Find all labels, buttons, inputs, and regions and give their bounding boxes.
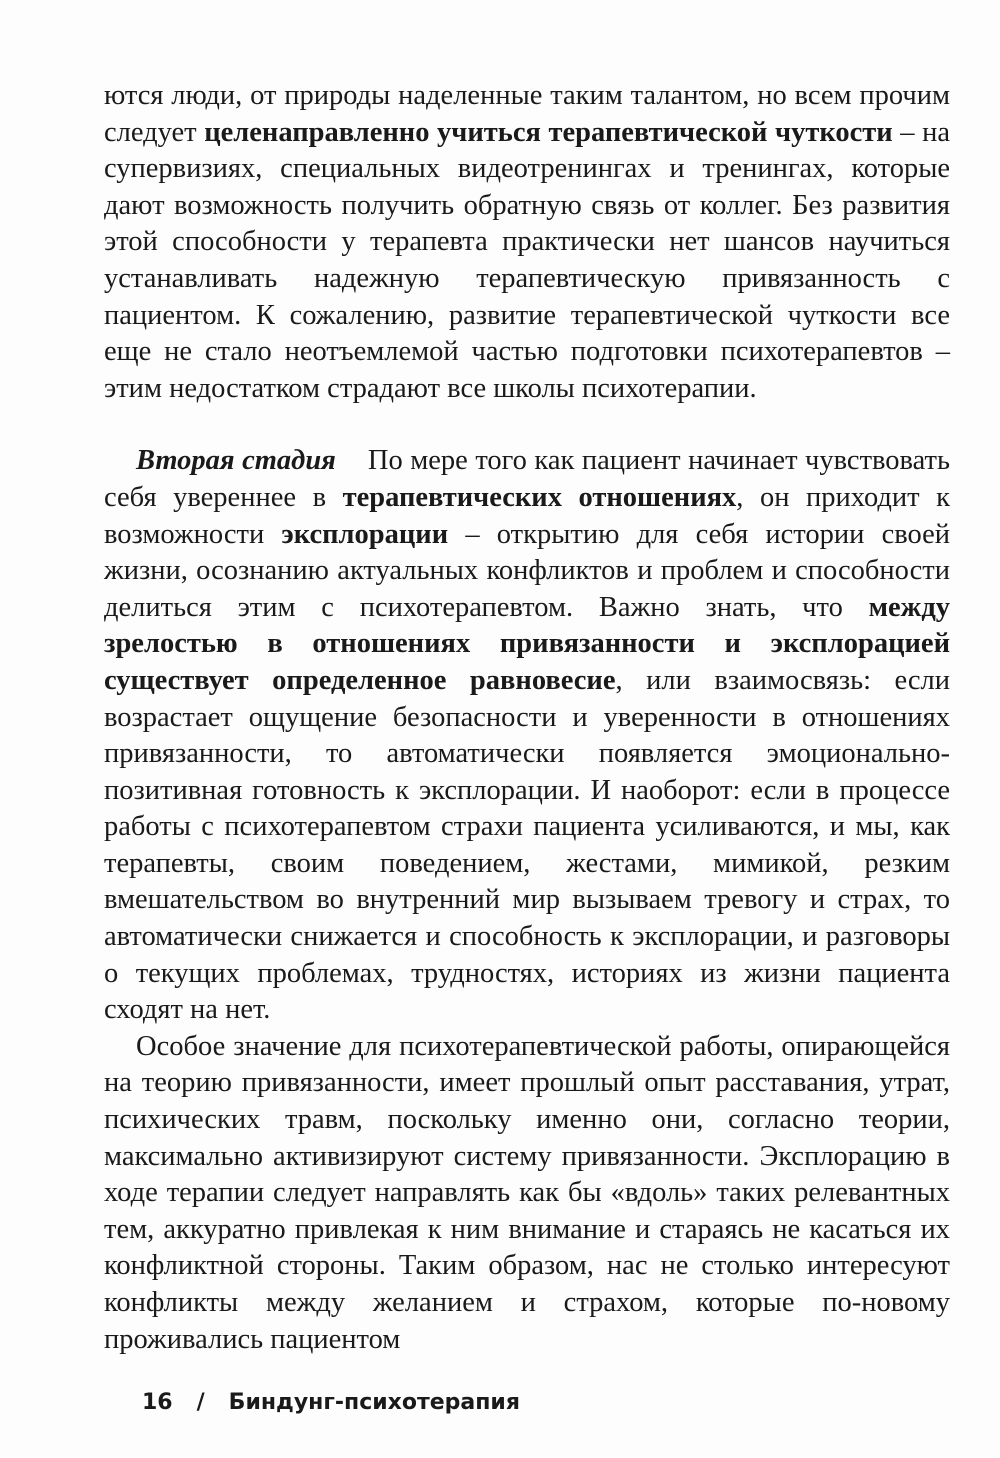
paragraph-2-bold-2: эксплорации (281, 518, 449, 550)
paragraph-3 (104, 1029, 950, 1358)
paragraph-2-bold-3: между зрелостью в отношениях привязанности и эксплорацией существует определенное равновесие (104, 591, 950, 696)
paragraph-1-text-1: ются люди, от природы наделенные таким талантом, но всем прочим следует (104, 80, 950, 148)
page-number: 16 (142, 1390, 173, 1415)
body-text (104, 78, 950, 1358)
paragraph-2-text-4: , или взаимосвязь: если возрастает ощущение безопасности и уверенности в отношениях привязанности, то автоматически появляется эмоционально-позитивная готовность к эксплорации. И наоборот: если в процессе работы с психотерапевтом страхи пациента усиливаются, и мы, как терапевты, своим поведением, жестами, мимикой, резким вмешательством во внутренний мир вызываем тревогу и страх, то автоматически снижается и способность к эксплорации, и разговоры о текущих проблемах, трудностях, историях из жизни пациента сходят на нет. (104, 664, 950, 1026)
section-run-in-heading: Вторая стадия (136, 445, 336, 477)
paragraph-2-text-3: – открытию для себя истории своей жизни, осознанию актуальных конфликтов и проблем и способности делиться этим с психотерапевтом. Важно знать, что (104, 518, 950, 623)
paragraph-2 (104, 443, 950, 1029)
running-title: Биндунг-психотерапия (228, 1390, 520, 1415)
paragraph-2-text-2: , он приходит к возможности (104, 481, 950, 550)
paragraph-1-text-2: – на супервизиях, специальных видеотренингах и тренингах, которые дают возможность получить обратную связь от коллег. Без развития этой способности у терапевта практически нет шансов научиться устанавливать надежную терапевтическую привязанность с пациентом. К сожалению, развитие терапевтической чуткости все еще не стало неотъемлемой частью подготовки психотерапевтов – этим недостатком страдают все школы психотерапии. (104, 116, 951, 404)
footer-separator: / (196, 1390, 205, 1415)
page-footer (142, 1390, 520, 1415)
paragraph-2-text-1: По мере того как пациент начинает чувствовать себя увереннее в (104, 445, 950, 513)
paragraph-1-bold-1: целенаправленно учиться терапевтической чуткости (204, 116, 893, 148)
paragraph-1 (104, 78, 950, 407)
paragraph-3-text-1: Особое значение для психотерапевтической работы, опирающейся на теорию привязанности, имеет прошлый опыт расставания, утрат, психических травм, поскольку именно они, согласно теории, максимально активизируют систему привязанности. Эксплорацию в ходе терапии следует направлять как бы «вдоль» таких релевантных тем, аккуратно привлекая к ним внимание и стараясь не касаться их конфликтной стороны. Таким образом, нас не столько интересуют конфликты между желанием и страхом, которые по-новому проживались пациентом (104, 1030, 950, 1355)
paragraph-2-bold-1: терапевтических отношениях (342, 481, 737, 513)
